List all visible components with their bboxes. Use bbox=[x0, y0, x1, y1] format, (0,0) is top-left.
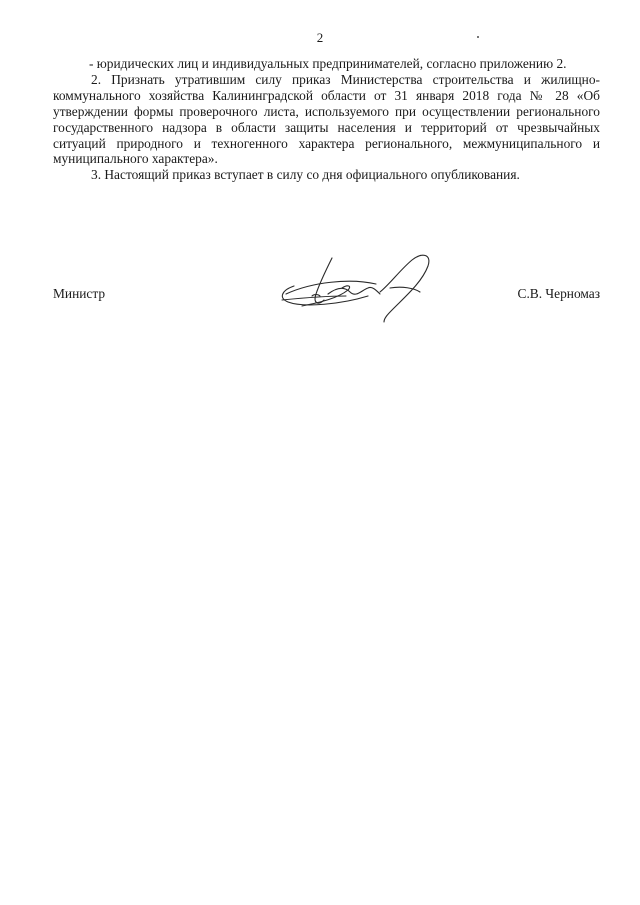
page-number: 2 bbox=[316, 30, 324, 45]
paragraph-3: 3. Настоящий приказ вступает в силу со дня официального опубликования. bbox=[91, 167, 520, 183]
paragraph-2: 2. Признать утратившим силу приказ Министерства строительства и жилищно-коммунального хозяйства Калининградской области от 31 января 2018 года № 28 «Об утверждении формы проверочного листа, используемого при осуществлении регионального государственного надзора в области защиты населения и территорий от чрезвычайных ситуаций природного и техногенного характера регионального, межмуниципального и муниципального характера». bbox=[53, 71, 600, 167]
signature-block bbox=[53, 286, 600, 306]
signatory-title: Министр bbox=[53, 286, 106, 301]
paragraph-1: - юридических лиц и индивидуальных предпринимателей, согласно приложению 2. bbox=[89, 56, 567, 71]
document-body bbox=[53, 56, 600, 183]
signatory-name: С.В. Черномаз bbox=[517, 286, 600, 301]
scan-speck bbox=[477, 36, 479, 38]
